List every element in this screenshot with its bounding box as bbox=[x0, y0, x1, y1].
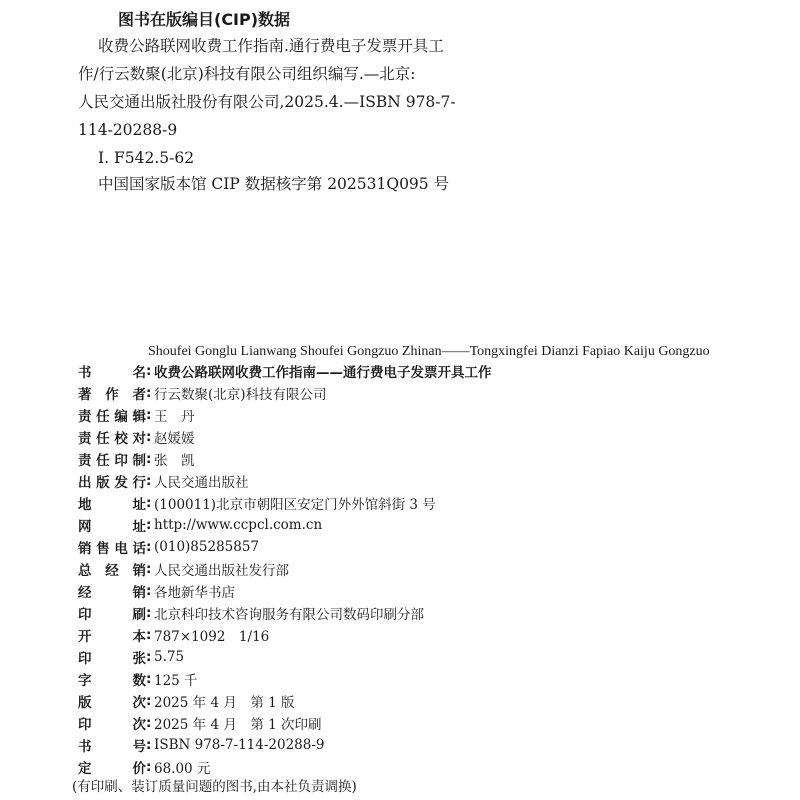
address-value: (100011)北京市朝阳区安定门外外馆斜街 3 号 bbox=[154, 497, 436, 513]
colophon-row-edition: 版 次 : 2025 年 4 月 第 1 版 bbox=[78, 693, 295, 711]
colophon-row-retailer: 经 销 : 各地新华书店 bbox=[78, 583, 235, 601]
cip-classification: Ⅰ. F542.5-62 bbox=[98, 149, 195, 167]
colophon-row-author: 著 作 者 : 行云数聚(北京)科技有限公司 bbox=[78, 385, 327, 403]
website-value: http://www.ccpcl.com.cn bbox=[154, 517, 323, 533]
colophon-row-word-count: 字 数 : 125 千 bbox=[78, 671, 198, 689]
print-supervisor-value: 张 凯 bbox=[154, 453, 195, 469]
cip-line: 人民交通出版社股份有限公司,2025.4.—ISBN 978-7- bbox=[78, 93, 456, 111]
colophon-row-sheets: 印 张 : 5.75 bbox=[78, 649, 185, 667]
colophon-label: 责 任 校 对 bbox=[78, 431, 146, 447]
colophon-row-isbn: 书 号 : ISBN 978-7-114-20288-9 bbox=[78, 737, 325, 755]
format-value: 787×1092 1/16 bbox=[154, 629, 270, 645]
author-value: 行云数聚(北京)科技有限公司 bbox=[154, 387, 327, 403]
colophon-row-sales-phone: 销 售 电 话 : (010)85285857 bbox=[78, 539, 260, 557]
colophon-row-title: 书 名 : 收费公路联网收费工作指南——通行费电子发票开具工作 bbox=[78, 363, 492, 381]
colophon-label: 书 名 bbox=[78, 365, 146, 381]
colophon-row-proofreader: 责 任 校 对 : 赵媛媛 bbox=[78, 429, 195, 447]
word-count-value: 125 千 bbox=[154, 673, 198, 689]
colophon-label: 印 次 bbox=[78, 717, 146, 733]
colophon-row-format: 开 本 : 787×1092 1/16 bbox=[78, 627, 270, 645]
cip-line: 收费公路联网收费工作指南.通行费电子发票开具工 bbox=[98, 37, 444, 55]
publisher-value: 人民交通出版社 bbox=[154, 475, 249, 491]
sales-phone-value: (010)85285857 bbox=[154, 539, 260, 555]
colophon-row-impression: 印 次 : 2025 年 4 月 第 1 次印刷 bbox=[78, 715, 322, 733]
colophon-label: 定 价 bbox=[78, 761, 146, 777]
colophon-row-editor: 责 任 编 辑 : 王 丹 bbox=[78, 407, 195, 425]
colophon-row-print-supervisor: 责 任 印 制 : 张 凯 bbox=[78, 451, 195, 469]
proofreader-value: 赵媛媛 bbox=[154, 431, 195, 447]
colophon-label: 网 址 bbox=[78, 519, 146, 535]
editor-value: 王 丹 bbox=[154, 409, 195, 425]
price-value: 68.00 元 bbox=[154, 761, 211, 777]
colophon-label: 著 作 者 bbox=[78, 387, 146, 403]
colophon-label: 字 数 bbox=[78, 673, 146, 689]
colophon-row-price: 定 价 : 68.00 元 bbox=[78, 759, 211, 777]
colophon-row-website: 网 址 : http://www.ccpcl.com.cn bbox=[78, 517, 323, 535]
cip-line: 作/行云数聚(北京)科技有限公司组织编写.—北京: bbox=[78, 65, 416, 83]
distributor-value: 人民交通出版社发行部 bbox=[154, 563, 289, 579]
colophon-row-printer: 印 刷 : 北京科印技术咨询服务有限公司数码印刷分部 bbox=[78, 605, 424, 623]
printer-value: 北京科印技术咨询服务有限公司数码印刷分部 bbox=[154, 607, 424, 623]
edition-value: 2025 年 4 月 第 1 版 bbox=[154, 695, 295, 711]
colophon-label: 版 次 bbox=[78, 695, 146, 711]
colophon-label: 销 售 电 话 bbox=[78, 541, 146, 557]
cip-title: 图书在版编目(CIP)数据 bbox=[118, 10, 291, 29]
colophon-label: 责 任 印 制 bbox=[78, 453, 146, 469]
retailer-value: 各地新华书店 bbox=[154, 585, 235, 601]
colophon-label: 总 经 销 bbox=[78, 563, 146, 579]
cip-record-number: 中国国家版本馆 CIP 数据核字第 202531Q095 号 bbox=[98, 175, 450, 193]
colophon-label: 印 张 bbox=[78, 651, 146, 667]
isbn-value: ISBN 978-7-114-20288-9 bbox=[154, 737, 325, 753]
colophon-label: 经 销 bbox=[78, 585, 146, 601]
book-title-value: 收费公路联网收费工作指南——通行费电子发票开具工作 bbox=[154, 365, 492, 381]
impression-value: 2025 年 4 月 第 1 次印刷 bbox=[154, 717, 322, 733]
colophon-label: 开 本 bbox=[78, 629, 146, 645]
colophon-label: 书 号 bbox=[78, 739, 146, 755]
colophon-row-address: 地 址 : (100011)北京市朝阳区安定门外外馆斜街 3 号 bbox=[78, 495, 436, 513]
colophon-label: 地 址 bbox=[78, 497, 146, 513]
sheets-value: 5.75 bbox=[154, 649, 185, 665]
quality-note: (有印刷、装订质量问题的图书,由本社负责调换) bbox=[72, 779, 357, 795]
pinyin-title: Shoufei Gonglu Lianwang Shoufei Gongzuo Zhinan——Tongxingfei Dianzi Fapiao Kaiju Gongzuo bbox=[148, 344, 710, 359]
cip-line: 114-20288-9 bbox=[78, 121, 178, 139]
colophon-label: 责 任 编 辑 bbox=[78, 409, 146, 425]
colophon-row-publisher: 出 版 发 行 : 人民交通出版社 bbox=[78, 473, 249, 491]
colophon-label: 出 版 发 行 bbox=[78, 475, 146, 491]
colophon-row-distributor: 总 经 销 : 人民交通出版社发行部 bbox=[78, 561, 289, 579]
colophon-label: 印 刷 bbox=[78, 607, 146, 623]
